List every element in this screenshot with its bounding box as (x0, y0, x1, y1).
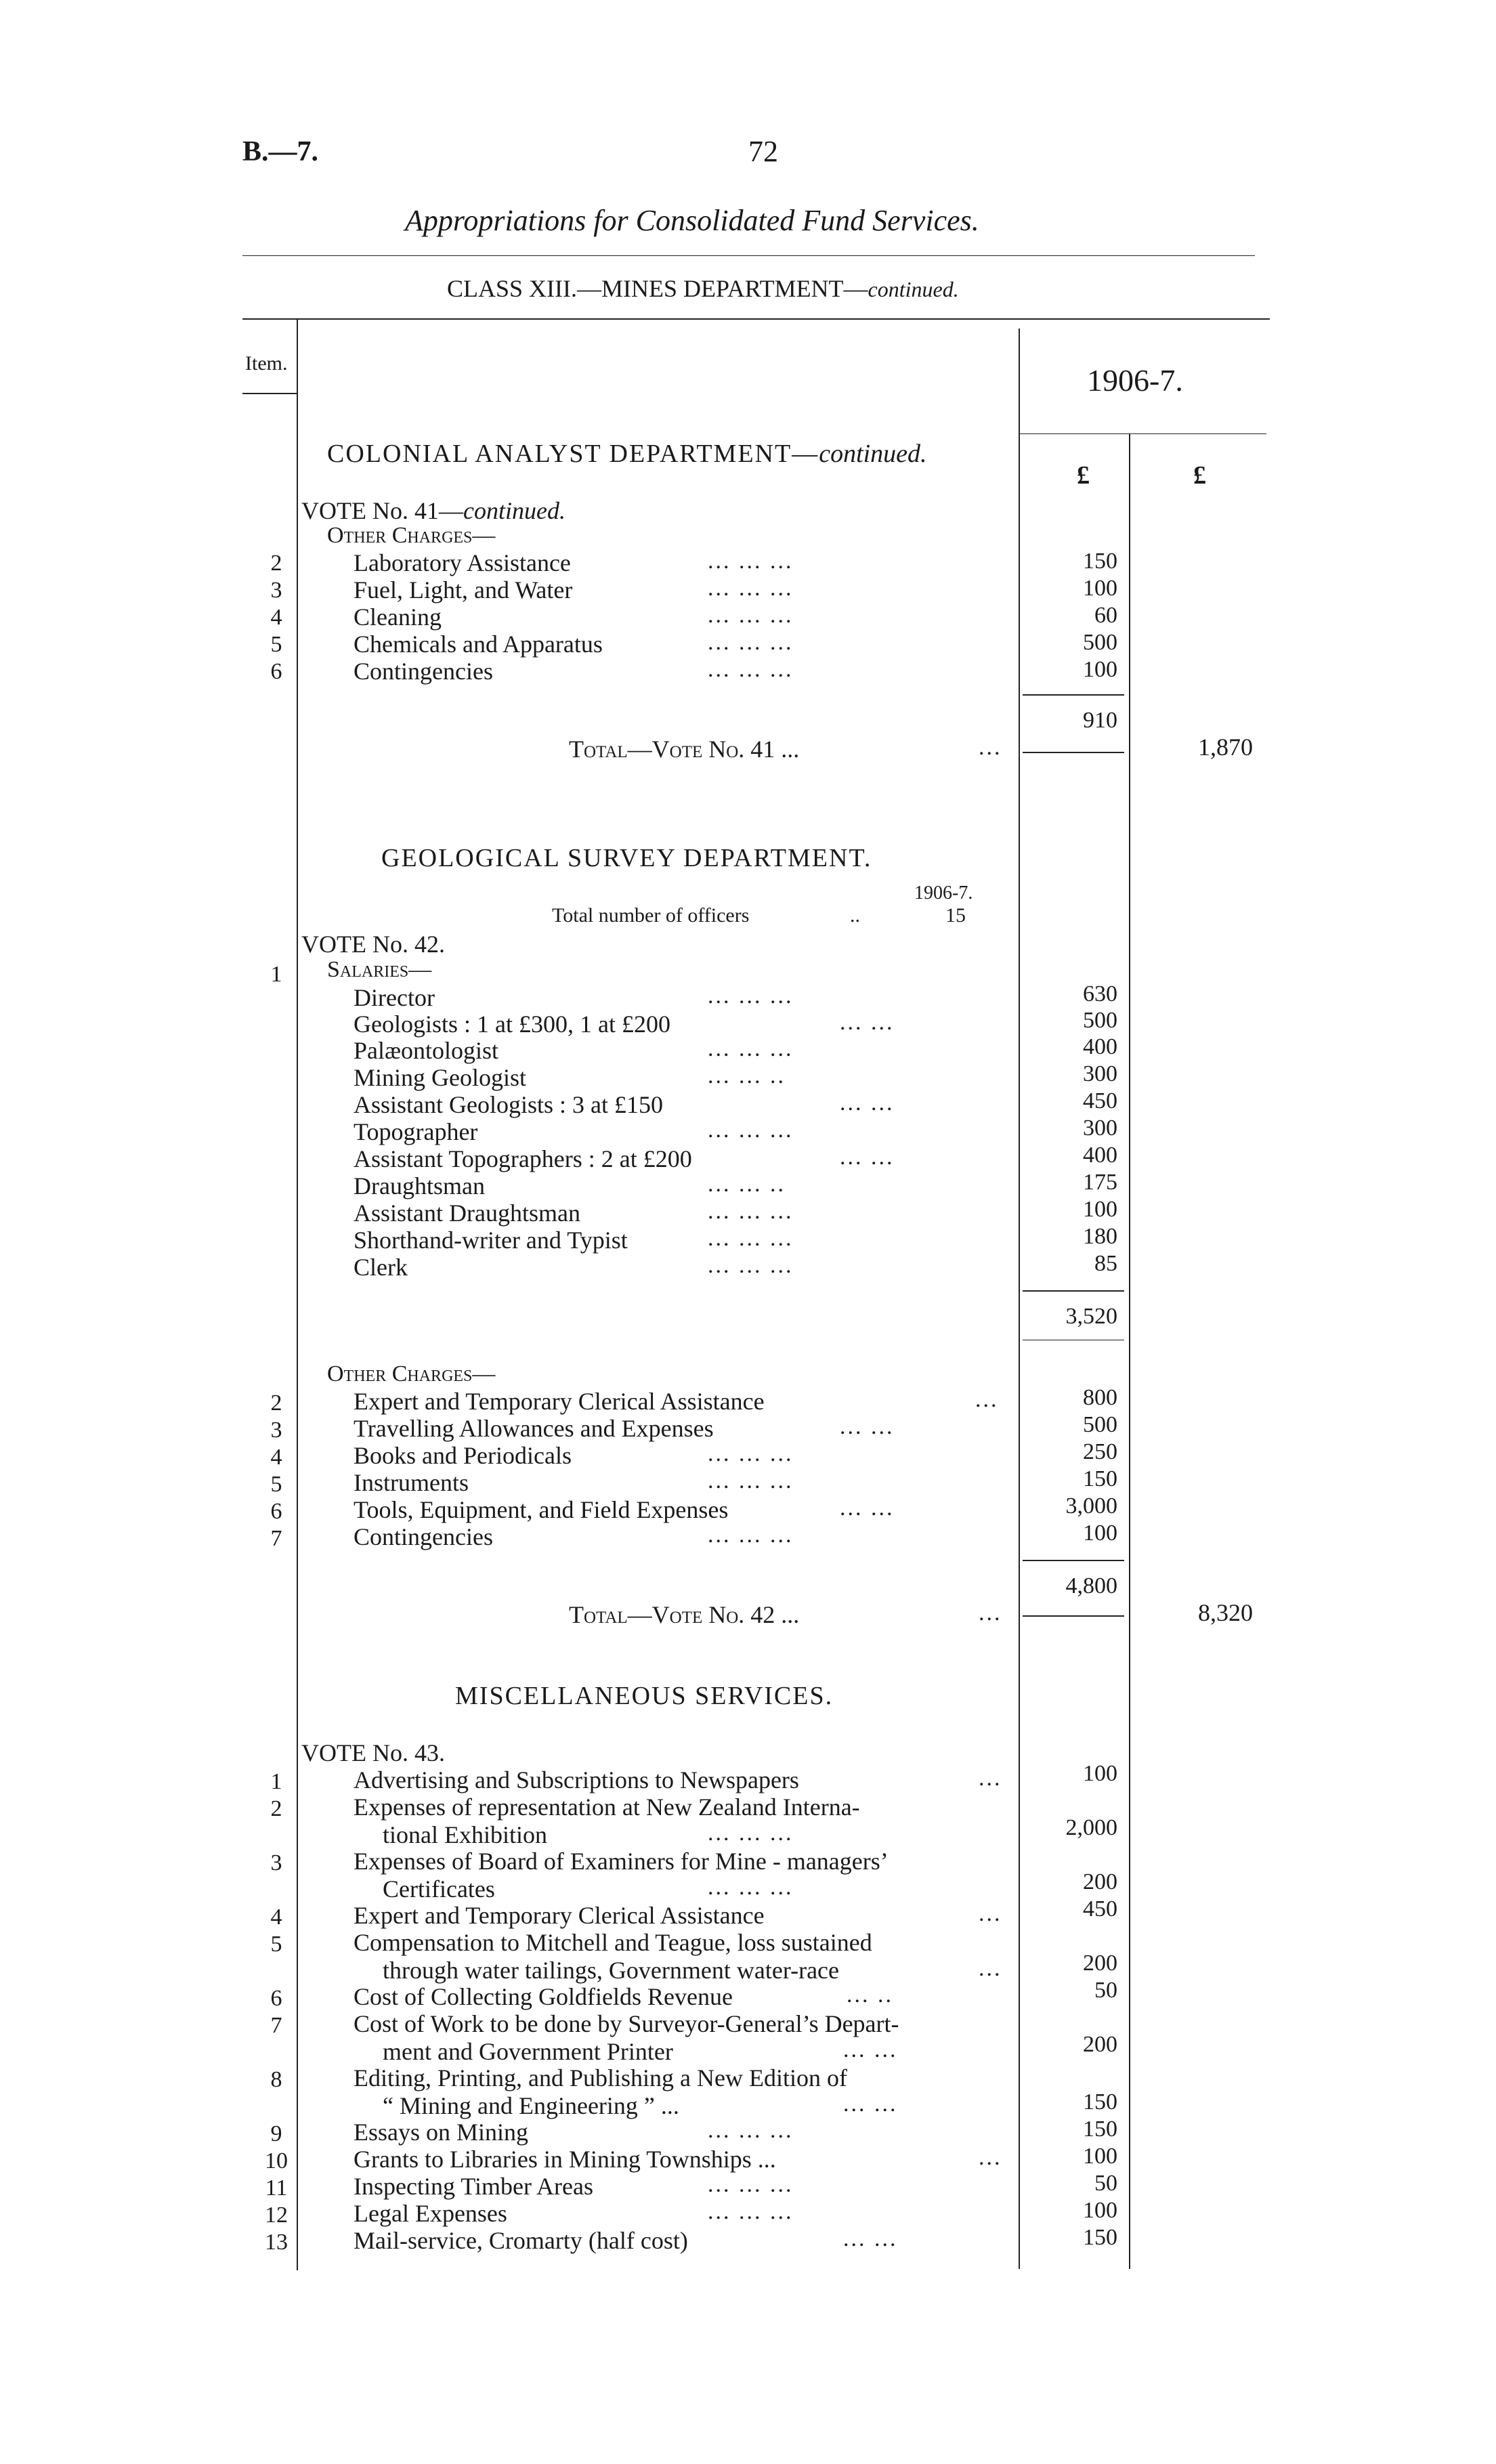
vote-41-total-dots: ... (979, 735, 1002, 760)
table-row-amount: 2,000 (1065, 1815, 1117, 1840)
table-row-item-number: 6 (270, 659, 282, 684)
pound-symbol-subitems: £ (1077, 461, 1090, 490)
table-row-item-number: 5 (270, 1932, 282, 1957)
table-row-description: Shorthand-writer and Typist (354, 1227, 628, 1254)
table-row-amount: 100 (1083, 1197, 1117, 1222)
page-title: Appropriations for Consolidated Fund Services. (405, 204, 979, 237)
table-row-description: Inspecting Timber Areas (354, 2173, 593, 2200)
class-title-main: CLASS XIII.—MINES DEPARTMENT— (447, 275, 868, 302)
table-row-leader-dots: ... ... (840, 1010, 895, 1035)
table-row-amount: 50 (1094, 1978, 1117, 2003)
table-row-description: Fuel, Light, and Water (354, 576, 573, 603)
officers-count: 15 (945, 904, 966, 927)
vote-41-total-label: Total—Vote No. 41 ... (569, 736, 800, 763)
table-row-leader-dots: ... ... ... (708, 1199, 794, 1224)
table-row-amount: 200 (1083, 1951, 1117, 1976)
table-row-amount: 3,000 (1065, 1493, 1117, 1518)
table-row-item-number: 12 (265, 2203, 288, 2228)
geological-section-title: GEOLOGICAL SURVEY DEPARTMENT. (381, 844, 872, 872)
table-row-leader-dots: ... ... ... (708, 549, 794, 574)
table-row-description: Cost of Collecting Goldfields Revenue (354, 1983, 733, 2010)
table-row-leader-dots: ... ... .. (708, 1172, 786, 1197)
table-row-amount: 60 (1094, 603, 1117, 628)
class-title-continued: continued. (868, 277, 959, 301)
table-row-leader-dots: ... ... ... (708, 2172, 794, 2197)
table-row-description: Assistant Draughtsman (354, 1199, 580, 1227)
table-row-item-number: 4 (270, 1905, 282, 1930)
table-row-amount: 500 (1083, 630, 1117, 655)
table-row-leader-dots: ... ... ... (708, 1875, 794, 1900)
table-row-description: Laboratory Assistance (354, 549, 571, 576)
table-row-description: Assistant Geologists : 3 at £150 (354, 1091, 663, 1118)
table-row-description: Contingencies (354, 1523, 493, 1550)
officers-year-label: 1906-7. (914, 883, 973, 904)
table-row-leader-dots: ... (979, 1956, 1002, 1981)
table-row-description: Tools, Equipment, and Field Expenses (354, 1496, 729, 1523)
table-row-amount: 100 (1083, 1761, 1117, 1786)
table-row-leader-dots: ... ... (840, 1090, 895, 1116)
table-row-amount: 175 (1083, 1170, 1117, 1195)
table-row-leader-dots: ... ... ... (708, 1036, 794, 1061)
table-row-leader-dots: ... ... (843, 2226, 898, 2251)
table-row-description: Mail-service, Cromarty (half cost) (354, 2227, 688, 2254)
misc-section-title: MISCELLANEOUS SERVICES. (455, 1682, 834, 1710)
table-row-amount: 150 (1083, 549, 1117, 574)
table-row-description: Cleaning (354, 603, 442, 631)
table-row-amount: 450 (1083, 1896, 1117, 1921)
vote-41-heading (301, 496, 565, 525)
table-row-amount: 450 (1083, 1088, 1117, 1113)
table-row-description: Advertising and Subscriptions to Newspapers (354, 1766, 799, 1793)
page-code: B.—7. (242, 136, 319, 167)
officers-label: Total number of officers (552, 904, 750, 927)
table-row-amount: 200 (1083, 1869, 1117, 1894)
item-column-header: Item. (245, 352, 288, 375)
table-row-description: Expert and Temporary Clerical Assistance (354, 1902, 765, 1929)
table-row-description: Geologists : 1 at £300, 1 at £200 (354, 1011, 670, 1038)
colonial-other-charges-heading: Other Charges— (327, 523, 496, 548)
page-number: 72 (748, 135, 778, 168)
table-row-description: Draughtsman (354, 1172, 485, 1199)
table-row-description: Expenses of Board of Examiners for Mine - managers’ (354, 1848, 889, 1875)
amount-column-divider (1129, 433, 1130, 2269)
table-row-leader-dots: ... ... ... (708, 2118, 794, 2143)
title-rule (242, 255, 1255, 256)
table-row-leader-dots: ... ... (840, 1145, 895, 1170)
table-row-item-number: 5 (270, 632, 282, 657)
table-row-amount: 150 (1083, 2089, 1117, 2115)
colonial-subtotal: 910 (1083, 708, 1117, 733)
colonial-title-continued: continued. (819, 440, 927, 468)
table-row-item-number: 6 (270, 1499, 282, 1524)
table-row-leader-dots: ... (979, 1901, 1002, 1926)
table-row-amount: 180 (1083, 1224, 1117, 1249)
class-rule-top (242, 318, 1270, 320)
table-row-description-continuation: “ Mining and Engineering ” ... (383, 2092, 679, 2119)
table-row-item-number: 11 (265, 2175, 288, 2201)
colonial-subtotal-rule (1023, 694, 1124, 696)
table-row-leader-dots: ... ... ... (708, 983, 794, 1008)
table-row-leader-dots: ... ... ... (708, 1523, 794, 1548)
table-row-amount: 400 (1083, 1034, 1117, 1059)
table-row-description: Cost of Work to be done by Surveyor-General’s Depart- (354, 2010, 899, 2037)
table-row-item-number: 8 (270, 2067, 282, 2092)
table-row-amount: 400 (1083, 1143, 1117, 1168)
table-row-leader-dots: ... ... (840, 1495, 895, 1521)
table-row-amount: 300 (1083, 1116, 1117, 1141)
table-row-description: Chemicals and Apparatus (354, 631, 603, 658)
table-row-description: Editing, Printing, and Publishing a New Edition of (354, 2064, 847, 2091)
table-row-description: Grants to Libraries in Mining Townships ... (354, 2146, 776, 2173)
vote-42-total: 8,320 (1198, 1599, 1253, 1626)
table-row-leader-dots: ... (975, 1387, 999, 1412)
table-row-leader-dots: ... ... ... (708, 603, 794, 628)
table-row-description-continuation: ment and Government Printer (383, 2038, 673, 2065)
table-row-amount: 100 (1083, 2198, 1117, 2223)
table-row-description-continuation: Certificates (383, 1875, 495, 1903)
table-row-amount: 85 (1094, 1251, 1117, 1276)
table-row-description: Palæontologist (354, 1037, 499, 1064)
table-row-description: Director (354, 984, 435, 1011)
table-row-description: Compensation to Mitchell and Teague, loss sustained (354, 1929, 872, 1956)
table-row-item-number: 4 (270, 1445, 282, 1470)
table-row-amount: 100 (1083, 657, 1117, 682)
table-row-description-continuation: through water tailings, Government water-race (383, 1957, 840, 1984)
table-row-leader-dots: ... ... ... (708, 2199, 794, 2224)
table-row-leader-dots: ... ... ... (708, 1118, 794, 1143)
table-row-item-number: 10 (265, 2148, 288, 2173)
table-row-description: Assistant Topographers : 2 at £200 (354, 1145, 692, 1172)
table-row-item-number: 13 (265, 2230, 288, 2255)
table-row-amount: 800 (1083, 1385, 1117, 1410)
geological-total-rule (1023, 1615, 1124, 1617)
table-row-leader-dots: ... ... ... (708, 1441, 794, 1466)
table-row-amount: 500 (1083, 1412, 1117, 1437)
table-row-amount: 500 (1083, 1008, 1117, 1033)
table-row-description: Books and Periodicals (354, 1442, 572, 1469)
other-charges-subtotal: 4,800 (1065, 1573, 1117, 1598)
table-row-leader-dots: ... ... .. (708, 1063, 786, 1088)
table-row-leader-dots: ... ... (843, 2091, 898, 2117)
salaries-heading: Salaries— (327, 957, 432, 982)
table-row-item-number: 3 (270, 1418, 282, 1443)
table-row-item-number: 9 (270, 2121, 282, 2146)
table-row-amount: 100 (1083, 576, 1117, 601)
vote-42-total-dots: ... (979, 1600, 1002, 1626)
table-row-item-number: 6 (270, 1986, 282, 2011)
salaries-subtotal: 3,520 (1065, 1304, 1117, 1329)
table-row-amount: 100 (1083, 2144, 1117, 2169)
table-row-item-number: 3 (270, 1850, 282, 1875)
table-row-item-number: 2 (270, 1796, 282, 1821)
table-row-leader-dots: ... (979, 1766, 1002, 1791)
vote-41-label: VOTE No. 41— (301, 497, 463, 524)
table-row-description: Topographer (354, 1118, 478, 1145)
table-row-item-number: 2 (270, 1390, 282, 1416)
salaries-subtotal-rule-top (1023, 1290, 1124, 1292)
table-row-leader-dots: ... ... ... (708, 1253, 794, 1278)
table-row-description: Legal Expenses (354, 2200, 507, 2227)
officers-dots: .. (850, 904, 860, 927)
amount-column-left (1019, 328, 1020, 2269)
pound-symbol-totals: £ (1193, 461, 1206, 490)
year-column-header: 1906-7. (1087, 363, 1183, 398)
class-title (447, 274, 959, 303)
table-row-description: Travelling Allowances and Expenses (354, 1415, 714, 1442)
table-row-item-number: 1 (270, 1769, 282, 1794)
table-row-item-number: 4 (270, 605, 282, 630)
item-column-divider (297, 320, 298, 2270)
table-row-item-number: 2 (270, 551, 282, 576)
table-row-description: Mining Geologist (354, 1064, 527, 1091)
table-row-leader-dots: ... .. (847, 1982, 893, 2008)
table-row-leader-dots: ... ... (843, 2037, 898, 2062)
table-row-description-continuation: tional Exhibition (383, 1821, 547, 1848)
table-row-amount: 630 (1083, 981, 1117, 1006)
table-row-leader-dots: ... ... ... (708, 1226, 794, 1251)
table-row-amount: 100 (1083, 1521, 1117, 1546)
vote-42-heading: VOTE No. 42. (301, 931, 445, 958)
table-row-item-number: 5 (270, 1472, 282, 1497)
vote-41-total: 1,870 (1198, 734, 1253, 761)
table-row-leader-dots: ... ... (840, 1414, 895, 1439)
table-row-item-number: 3 (270, 578, 282, 603)
table-row-description: Clerk (354, 1254, 408, 1281)
table-row-leader-dots: ... (979, 2145, 1002, 2170)
table-row-description: Expenses of representation at New Zealand Interna- (354, 1793, 860, 1821)
table-row-leader-dots: ... ... ... (708, 1468, 794, 1493)
salaries-item-number: 1 (270, 962, 282, 987)
item-header-rule (242, 393, 297, 394)
table-row-amount: 150 (1083, 1466, 1117, 1491)
table-row-amount: 300 (1083, 1061, 1117, 1086)
table-row-leader-dots: ... ... ... (708, 576, 794, 601)
table-row-description: Expert and Temporary Clerical Assistance (354, 1388, 765, 1415)
table-row-description: Contingencies (354, 658, 493, 685)
table-row-leader-dots: ... ... ... (708, 657, 794, 682)
table-row-item-number: 7 (270, 2013, 282, 2038)
geological-other-charges-heading: Other Charges— (327, 1361, 496, 1386)
colonial-section-title (327, 439, 927, 469)
table-row-amount: 250 (1083, 1439, 1117, 1464)
colonial-total-rule (1023, 752, 1124, 753)
table-row-amount: 200 (1083, 2032, 1117, 2057)
colonial-title-main: COLONIAL ANALYST DEPARTMENT— (327, 440, 819, 468)
table-row-leader-dots: ... ... ... (708, 1821, 794, 1846)
table-row-item-number: 7 (270, 1526, 282, 1551)
table-row-leader-dots: ... ... ... (708, 630, 794, 655)
vote-42-total-label: Total—Vote No. 42 ... (569, 1601, 800, 1628)
year-header-rule (1019, 433, 1266, 434)
table-row-description: Instruments (354, 1469, 469, 1496)
vote-43-heading: VOTE No. 43. (301, 1739, 445, 1766)
table-row-amount: 50 (1094, 2171, 1117, 2196)
table-row-amount: 150 (1083, 2117, 1117, 2142)
table-row-amount: 150 (1083, 2225, 1117, 2250)
table-row-description: Essays on Mining (354, 2119, 529, 2146)
vote-41-continued: continued. (463, 497, 565, 524)
other-subtotal-rule (1023, 1560, 1124, 1561)
